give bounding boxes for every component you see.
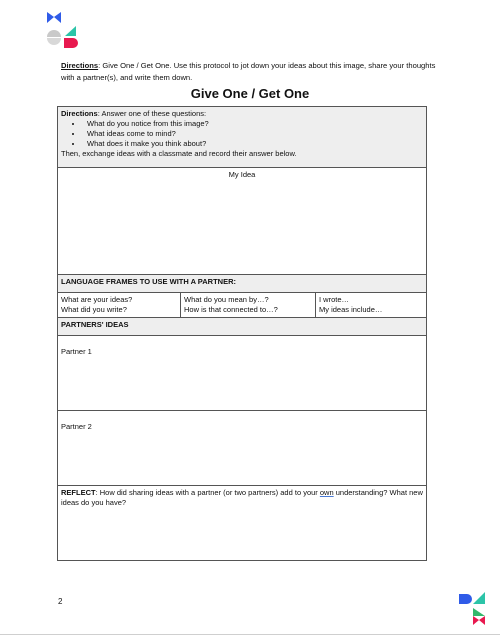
reflect-underlined-word: own xyxy=(319,488,334,497)
language-frames-header: LANGUAGE FRAMES TO USE WITH A PARTNER: xyxy=(58,275,427,293)
frame-cell xyxy=(316,293,427,318)
partner-2-box[interactable] xyxy=(58,411,427,486)
my-idea-label: My Idea xyxy=(228,170,256,179)
partner-1-label: Partner 1 xyxy=(61,347,92,356)
page-title: Give One / Get One xyxy=(190,86,310,101)
brand-logo-bottom xyxy=(457,586,491,632)
question-item: • What does it make you think about? xyxy=(83,139,423,149)
partner-2-label: Partner 2 xyxy=(61,422,92,431)
reflect-text-before: : How did sharing ideas with a partner (or two partners) add to your xyxy=(95,488,320,497)
directions-lead: : Answer one of these questions: xyxy=(97,109,207,118)
reflect-label: REFLECT xyxy=(61,488,96,497)
footer-divider xyxy=(0,634,500,635)
intro-directions-label: Directions xyxy=(61,61,99,70)
question-item: • What ideas come to mind? xyxy=(83,129,423,139)
frame-text: What did you write? xyxy=(61,305,127,314)
directions-label: Directions xyxy=(61,109,98,118)
frame-cell xyxy=(181,293,316,318)
question-item: • What do you notice from this image? xyxy=(83,119,423,129)
brand-logo-top xyxy=(45,10,87,52)
worksheet-table xyxy=(57,106,427,561)
partner-1-box[interactable] xyxy=(58,336,427,411)
directions-cell xyxy=(58,107,427,168)
reflect-text-after: understanding? What new ideas do you have? xyxy=(61,488,423,507)
frame-text: My ideas include… xyxy=(319,305,383,314)
frame-text: What are your ideas? xyxy=(61,295,133,304)
intro-directions xyxy=(61,60,439,84)
page-number: 2 xyxy=(58,597,63,606)
frame-text: What do you mean by…? xyxy=(184,295,269,304)
partners-ideas-header: PARTNERS' IDEAS xyxy=(58,318,427,336)
frame-text: I wrote… xyxy=(319,295,350,304)
my-idea-box[interactable] xyxy=(58,168,427,275)
frame-cell xyxy=(58,293,181,318)
directions-closing: Then, exchange ideas with a classmate and record their answer below. xyxy=(61,149,297,158)
frame-text: How is that connected to…? xyxy=(184,305,278,314)
directions-questions xyxy=(61,119,423,149)
intro-directions-text: : Give One / Get One. Use this protocol to jot down your ideas about this image, share your thoughts with a partner(s), and write them down. xyxy=(61,61,436,82)
reflect-box[interactable] xyxy=(58,486,427,561)
